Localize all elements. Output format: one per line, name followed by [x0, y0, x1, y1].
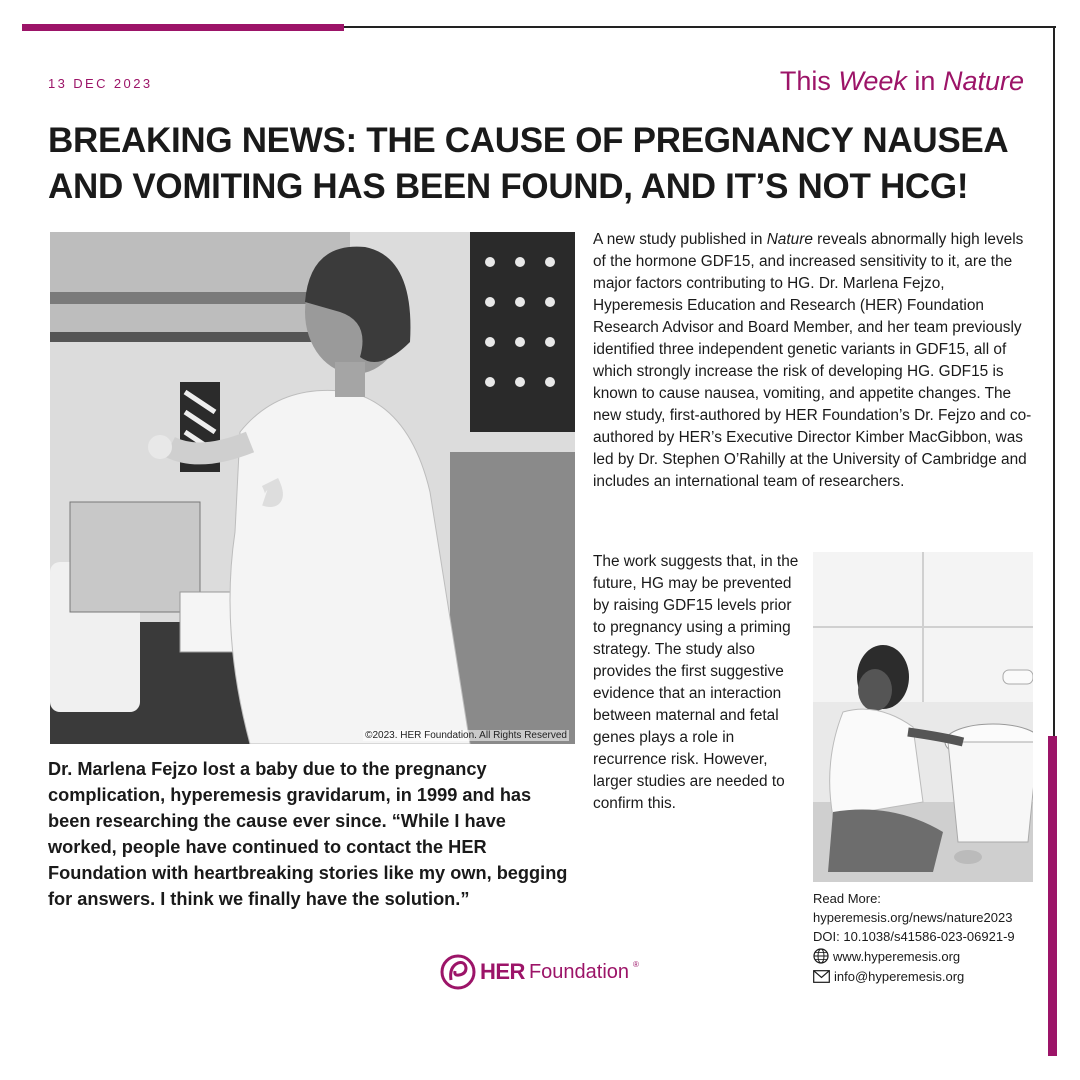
article-paragraph-1	[593, 229, 1033, 493]
para1-rest: reveals abnormally high levels of the hormone GDF15, and increased sensitivity to it, are the major factors contributing to HG. Dr. Marlena Fejzo, Hyperemesis Education and Research (HER) Foundation Research Advisor and Board Member, and her team previously identified three independent genetic variants in GDF15, all of which strongly increase the risk of developing HG. GDF15 is known to cause nausea, vomiting, and appetite changes. The new study, first-authored by HER Foundation’s Dr. Fejzo and co-authored by HER’s Executive Director Kimber MacGibbon, was led by Dr. Stephen O’Rahilly at the University of Cambridge and includes an international team of researchers.	[593, 231, 1032, 490]
her-foundation-logo	[440, 952, 640, 992]
section-in: in	[906, 66, 943, 96]
top-rule	[344, 26, 1056, 28]
bathroom-scene-illustration	[813, 552, 1033, 882]
para1-start: A new study published in	[593, 231, 767, 248]
website-row[interactable]	[813, 946, 1053, 966]
issue-date: 13 DEC 2023	[48, 76, 153, 91]
logo-her-text: HER	[480, 959, 525, 984]
email-link[interactable]: info@hyperemesis.org	[834, 968, 965, 984]
read-more-label: Read More:	[813, 891, 881, 906]
website-link[interactable]: www.hyperemesis.org	[833, 948, 961, 964]
email-row[interactable]	[813, 966, 1053, 986]
section-week: Week	[838, 66, 907, 96]
top-accent-bar	[22, 24, 344, 31]
photo-credit: ©2023. HER Foundation. All Rights Reserved	[365, 730, 567, 741]
section-title	[780, 66, 1024, 97]
section-nature: Nature	[942, 66, 1024, 96]
logo-foundation-text: Foundation	[528, 960, 630, 983]
globe-icon	[813, 948, 829, 964]
section-prefix: This	[779, 66, 839, 96]
main-photo	[50, 232, 575, 744]
article-paragraph-2: The work suggests that, in the future, HG may be prevented by raising GDF15 levels prior to pregnancy using a priming strategy. The study also provides the first suggestive evidence that an interaction between maternal and fetal genes plays a role in recurrence risk. However, larger studies are needed to confirm this.	[593, 553, 799, 812]
doi: DOI: 10.1038/s41586-023-06921-9	[813, 929, 1015, 944]
photo-caption: Dr. Marlena Fejzo lost a baby due to the pregnancy complication, hyperemesis gravidarum, in 1999 and has been researching the cause ever since. “While I have worked, people have continued to contact the HER Foundation with heartbreaking stories like my own, begging for answers. I think we finally have the solution.”	[48, 759, 568, 909]
secondary-photo	[813, 552, 1033, 882]
her-logo-mark-icon	[440, 954, 476, 990]
read-more-url[interactable]: hyperemesis.org/news/nature2023	[813, 910, 1013, 925]
logo-trademark: ®	[633, 960, 639, 969]
journal-name: Nature	[766, 231, 813, 248]
headline: BREAKING NEWS: THE CAUSE OF PREGNANCY NAUSEA AND VOMITING HAS BEEN FOUND, AND IT’S NOT HCG!	[48, 121, 1008, 206]
right-rule	[1053, 26, 1055, 736]
envelope-icon	[813, 970, 830, 983]
lab-scene-illustration	[50, 232, 575, 744]
read-more-block	[813, 889, 1053, 986]
